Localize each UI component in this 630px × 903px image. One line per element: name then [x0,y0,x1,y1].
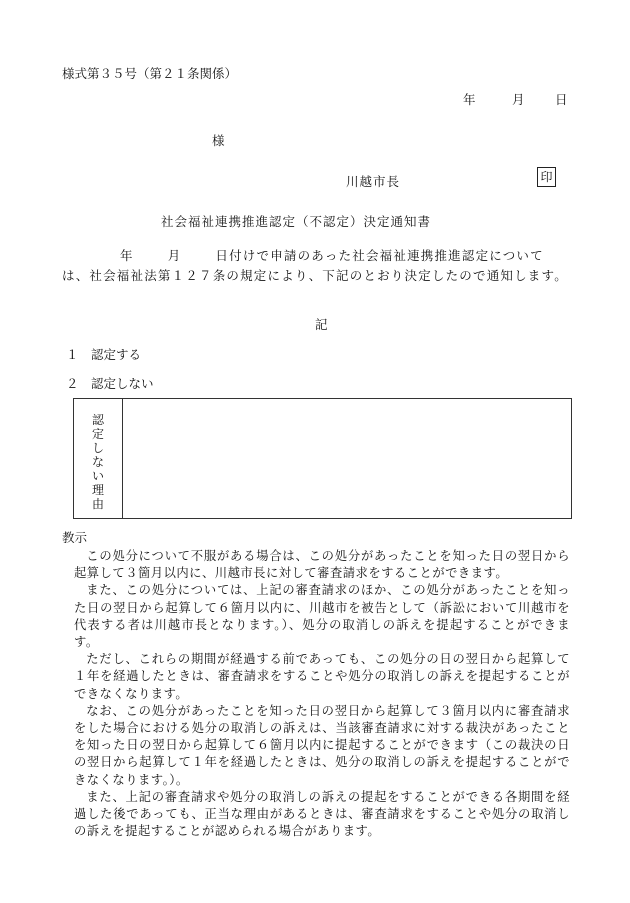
kyoji-section [62,548,570,840]
recipient-suffix: 様 [212,133,225,148]
date-month-label: 月 [512,92,525,107]
seal-box: 印 [537,167,556,187]
issuer-name: 川越市長 [346,174,401,189]
body-text: 日付けで申請のあった社会福祉連携推進認定については、社会福祉法第１２７条の規定により、下記のとおり決定したので通知します。 [62,248,568,283]
kyoji-paragraph: この処分について不服がある場合は、この処分があったことを知った日の翌日から起算して３箇月以内に、川越市長に対して審査請求をすることができます。 [74,549,570,581]
reason-label: 認定しない理由 [91,413,104,511]
date-day-label: 日 [555,92,568,107]
kyoji-paragraph: また、この処分については、上記の審査請求のほか、この処分があったことを知った日の翌日から起算して６箇月以内に、川越市を被告として（訴訟において川越市を代表する者は川越市長となります。）、処分の取消しの訴えを提起することができます。 [74,583,570,650]
body-month: 月 [167,248,182,263]
date-year-label: 年 [463,92,476,107]
body-paragraph [62,246,570,285]
kyoji-paragraph: また、上記の審査請求や処分の取消しの訴えの提起をすることができる各期間を経過した後であっても、正当な理由があるときは、審査請求をすることや処分の取消しの訴えを提起することが認められる場合があります。 [74,789,570,839]
form-number: 様式第３５号（第２１条関係） [62,66,238,81]
option-approve: １ 認定する [66,347,142,362]
ki-heading: 記 [315,317,328,332]
body-year: 年 [120,248,134,263]
kyoji-paragraph: なお、この処分があったことを知った日の翌日から起算して３箇月以内に審査請求をした場合における処分の取消しの訴えは、当該審査請求に対する裁決があったことを知った日の翌日から起算して６箇月以内に提起することができます（この裁決の日の翌日から起算して１年を経過したときは、処分の取消しの訴えを提起することができなくなります。）。 [74,703,570,787]
kyoji-paragraph: ただし、これらの期間が経過する前であっても、この処分の日の翌日から起算して１年を経過したときは、審査請求をすることや処分の取消しの訴えを提起することができなくなります。 [74,652,570,701]
reason-label-cell [74,399,123,518]
reason-table [73,398,572,519]
kyoji-title: 教示 [62,530,88,545]
option-disapprove: ２ 認定しない [66,376,154,391]
document-title: 社会福祉連携推進認定（不認定）決定通知書 [161,214,432,229]
